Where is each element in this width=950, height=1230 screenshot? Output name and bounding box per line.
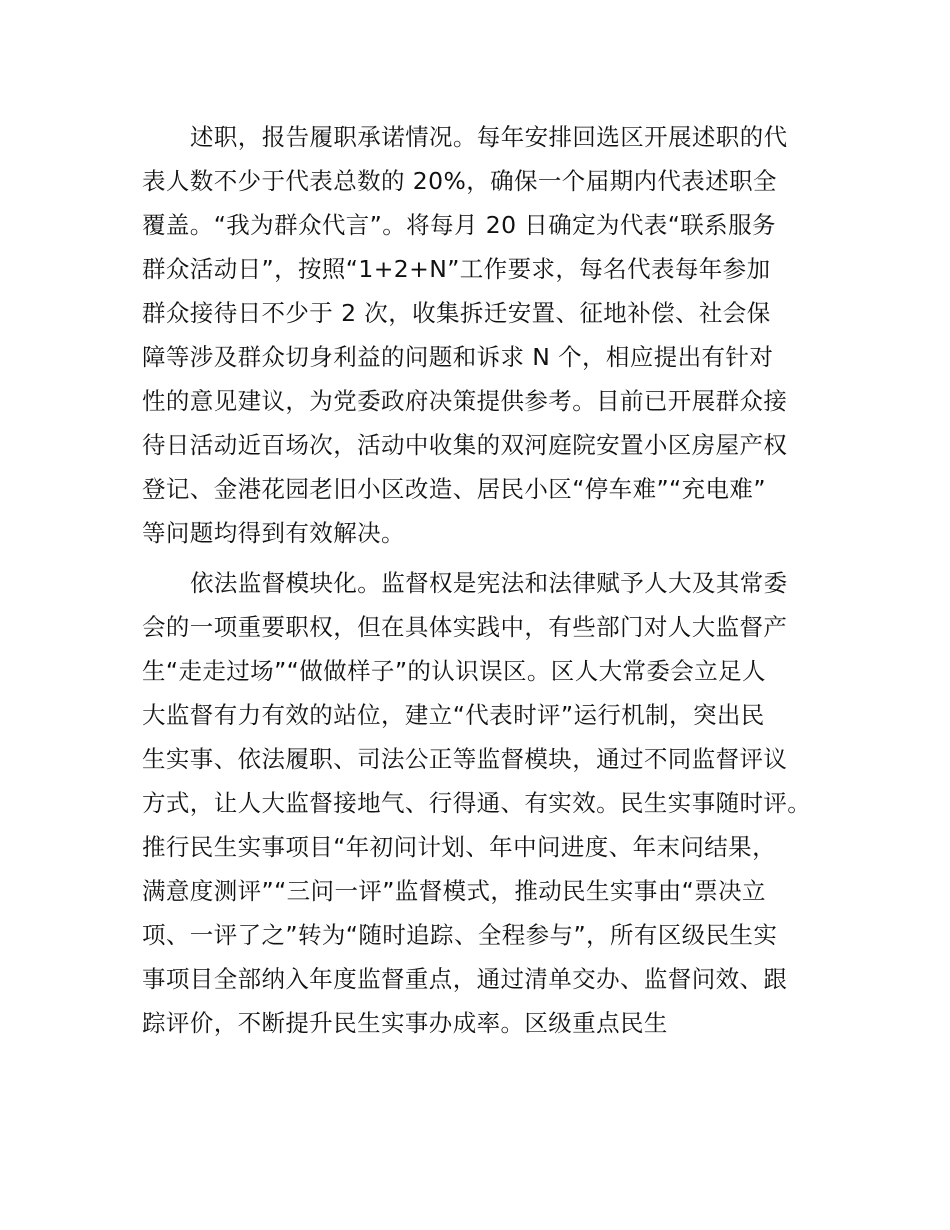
- paragraph-1-line: 性的意见建议，为党委政府决策提供参考。目前已开展群众接: [142, 387, 788, 415]
- paragraph-1-line: 待日活动近百场次，活动中收集的双河庭院安置小区房屋产权: [142, 431, 788, 459]
- paragraph-2-line: 推行民生实事项目“年初问计划、年中问进度、年末问结果，: [142, 833, 776, 861]
- paragraph-1-line: 覆盖。“我为群众代言”。将每月 20 日确定为代表“联系服务: [142, 211, 776, 239]
- paragraph-1-line: 表人数不少于代表总数的 20%，确保一个届期内代表述职全: [142, 167, 777, 195]
- paragraph-1-line: 等问题均得到有效解决。: [142, 519, 405, 547]
- paragraph-2-line: 方式，让人大监督接地气、行得通、有实效。民生实事随时评。: [142, 789, 812, 817]
- paragraph-2-line: 踪评价，不断提升民生实事办成率。区级重点民生: [142, 1009, 668, 1037]
- paragraph-1-line: 述职，报告履职承诺情况。每年安排回选区开展述职的代: [190, 123, 788, 151]
- paragraph-1-line: 登记、金港花园老旧小区改造、居民小区“停车难”“充电难”: [142, 475, 766, 503]
- paragraph-2-line: 生实事、依法履职、司法公正等监督模块，通过不同监督评议: [142, 745, 788, 773]
- paragraph-2-line: 大监督有力有效的站位，建立“代表时评”运行机制，突出民: [142, 701, 765, 729]
- paragraph-2-line: 生“走走过场”“做做样子”的认识误区。区人大常委会立足人: [142, 657, 766, 685]
- paragraph-2-line: 会的一项重要职权，但在具体实践中，有些部门对人大监督产: [142, 613, 788, 641]
- paragraph-2-line: 依法监督模块化。监督权是宪法和法律赋予人大及其常委: [190, 569, 788, 597]
- paragraph-2-line: 事项目全部纳入年度监督重点，通过清单交办、监督问效、跟: [142, 965, 788, 993]
- paragraph-2-line: 满意度测评”“三问一评”监督模式，推动民生实事由“票决立: [142, 877, 766, 905]
- paragraph-2-line: 项、一评了之”转为“随时追踪、全程参与”，所有区级民生实: [142, 921, 778, 949]
- paragraph-1-line: 群众活动日”，按照“1+2+N”工作要求，每名代表每年参加: [142, 255, 771, 283]
- paragraph-1-line: 群众接待日不少于 2 次，收集拆迁安置、征地补偿、社会保: [142, 299, 771, 327]
- paragraph-1-line: 障等涉及群众切身利益的问题和诉求 N 个，相应提出有针对: [142, 343, 774, 371]
